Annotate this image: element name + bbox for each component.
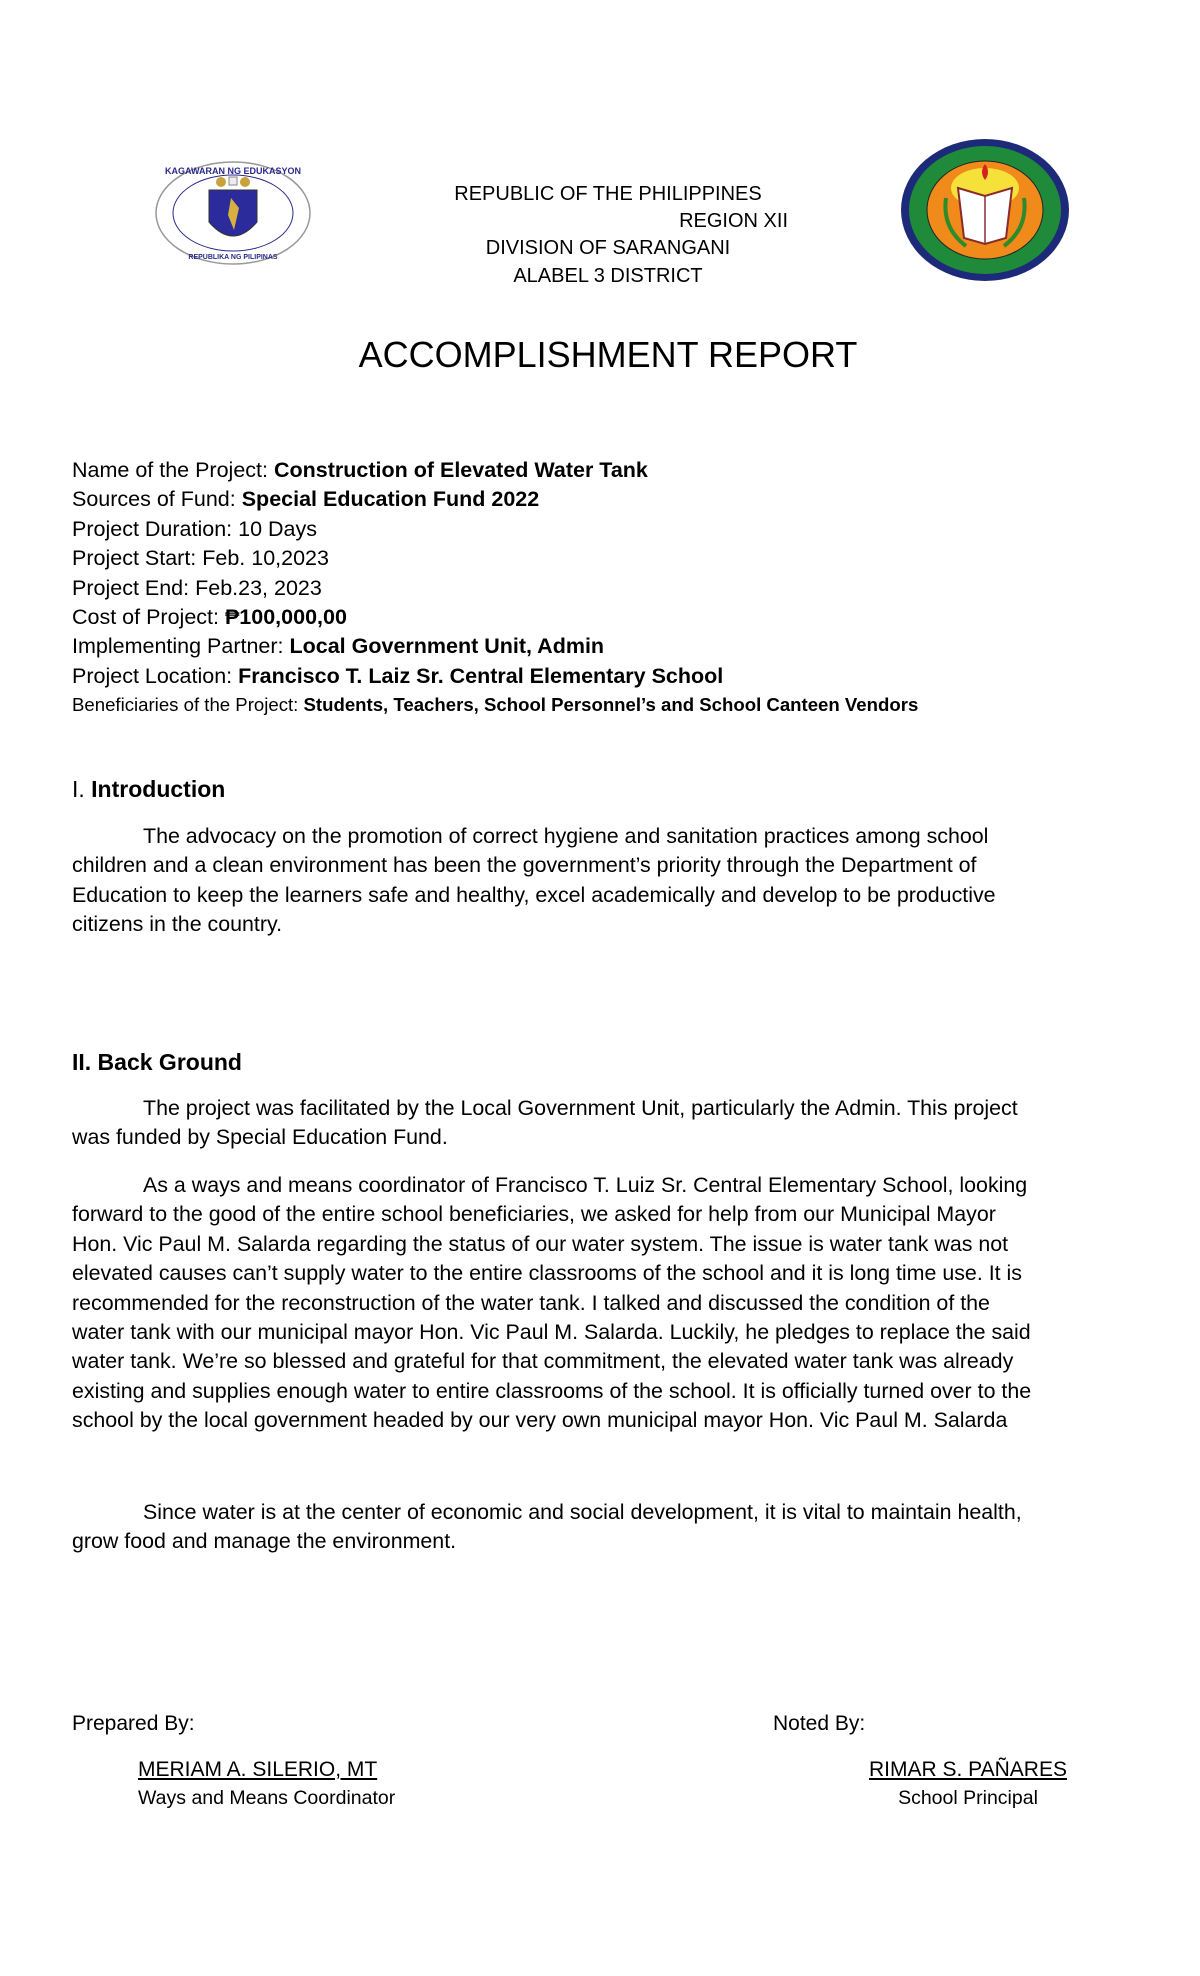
info-label: Project End: <box>72 575 190 600</box>
prepared-by-role: Ways and Means Coordinator <box>138 1787 396 1809</box>
background-line: The project was facilitated by the Local Government Unit, particularly the Admin. This project <box>143 1096 1018 1120</box>
section-numeral: I. <box>72 776 85 802</box>
intro-line: Education to keep the learners safe and healthy, excel academically and develop to be productive <box>72 882 996 907</box>
background-line: water tank with our municipal mayor Hon. Vic Paul M. Salarda. Luckily, he pledges to replace the said <box>72 1320 1031 1344</box>
info-label: Project Start: <box>72 546 197 571</box>
background-line: recommended for the reconstruction of the water tank. I talked and discussed the condition of the <box>72 1290 990 1315</box>
noted-by-role: School Principal <box>898 1787 1038 1809</box>
background-line: grow food and manage the environment. <box>72 1529 457 1554</box>
background-line: Since water is at the center of economic and social development, it is vital to maintain health, <box>143 1500 1022 1524</box>
header-line-republic: REPUBLIC OF THE PHILIPPINES <box>454 183 762 205</box>
info-label: Implementing Partner: <box>72 634 284 659</box>
svg-text:REPUBLIKA NG PILIPINAS: REPUBLIKA NG PILIPINAS <box>188 254 278 261</box>
deped-seal-logo <box>154 160 312 266</box>
info-value: Francisco T. Laiz Sr. Central Elementary School <box>238 663 724 688</box>
info-location <box>72 661 723 691</box>
info-start <box>72 543 329 573</box>
info-value: Special Education Fund 2022 <box>241 487 540 512</box>
background-line: As a ways and means coordinator of Francisco T. Luiz Sr. Central Elementary School, looking <box>143 1173 1028 1197</box>
introduction-heading <box>72 774 225 804</box>
background-line: Hon. Vic Paul M. Salarda regarding the status of our water system. The issue is water tank was not <box>72 1231 1009 1256</box>
info-value: ₱100,000,00 <box>224 605 347 629</box>
info-project-name <box>72 455 648 485</box>
info-value: Local Government Unit, Admin <box>289 634 605 659</box>
info-cost <box>72 602 347 632</box>
page-title: ACCOMPLISHMENT REPORT <box>358 334 858 375</box>
info-end <box>72 573 322 603</box>
info-duration <box>72 514 317 544</box>
header-line-district: ALABEL 3 DISTRICT <box>513 265 703 287</box>
info-value: 10 Days <box>238 516 317 541</box>
background-line: school by the local government headed by our very own municipal mayor Hon. Vic Paul M. Salarda <box>72 1408 1008 1433</box>
background-line: was funded by Special Education Fund. <box>72 1125 448 1150</box>
svg-text:KAGAWARAN NG EDUKASYON: KAGAWARAN NG EDUKASYON <box>164 166 302 176</box>
prepared-by-name <box>138 1755 377 1785</box>
background-heading: II. Back Ground <box>72 1049 242 1075</box>
signatory-name: MERIAM A. SILERIO, MT <box>138 1758 378 1781</box>
intro-line: The advocacy on the promotion of correct hygiene and sanitation practices among school <box>143 824 989 848</box>
section-title: Introduction <box>91 776 226 802</box>
info-beneficiaries <box>72 690 918 720</box>
info-value: Feb. 10,2023 <box>202 546 329 571</box>
school-seal-logo <box>900 138 1070 283</box>
intro-line: citizens in the country. <box>72 912 283 937</box>
noted-by-name <box>869 1755 1067 1785</box>
info-partner <box>72 631 604 661</box>
info-value: Students, Teachers, School Personnel’s and School Canteen Vendors <box>303 694 919 716</box>
intro-line: children and a clean environment has been the government’s priority through the Department of <box>72 853 977 878</box>
background-line: forward to the good of the entire school beneficiaries, we asked for help from our Municipal Mayor <box>72 1202 996 1227</box>
info-fund-source <box>72 484 539 514</box>
background-line: existing and supplies enough water to entire classrooms of the school. It is officially turned over to the <box>72 1378 1032 1403</box>
header-line-region: REGION XII <box>679 210 788 232</box>
info-label: Cost of Project: <box>72 605 219 629</box>
info-label: Beneficiaries of the Project: <box>72 694 299 716</box>
info-label: Name of the Project: <box>72 458 268 482</box>
prepared-by-label: Prepared By: <box>72 1712 195 1735</box>
signatory-name: RIMAR S. PAÑARES <box>869 1758 1067 1781</box>
info-value: Construction of Elevated Water Tank <box>273 458 648 482</box>
header-line-division: DIVISION OF SARANGANI <box>485 237 731 259</box>
info-label: Project Duration: <box>72 516 233 541</box>
info-value: Feb.23, 2023 <box>195 575 322 600</box>
info-label: Sources of Fund: <box>72 487 236 512</box>
background-line: elevated causes can’t supply water to the entire classrooms of the school and it is long time use. It is <box>72 1261 1022 1286</box>
info-label: Project Location: <box>72 663 233 688</box>
noted-by-label: Noted By: <box>773 1712 866 1735</box>
background-line: water tank. We’re so blessed and grateful for that commitment, the elevated water tank was already <box>72 1349 1014 1374</box>
